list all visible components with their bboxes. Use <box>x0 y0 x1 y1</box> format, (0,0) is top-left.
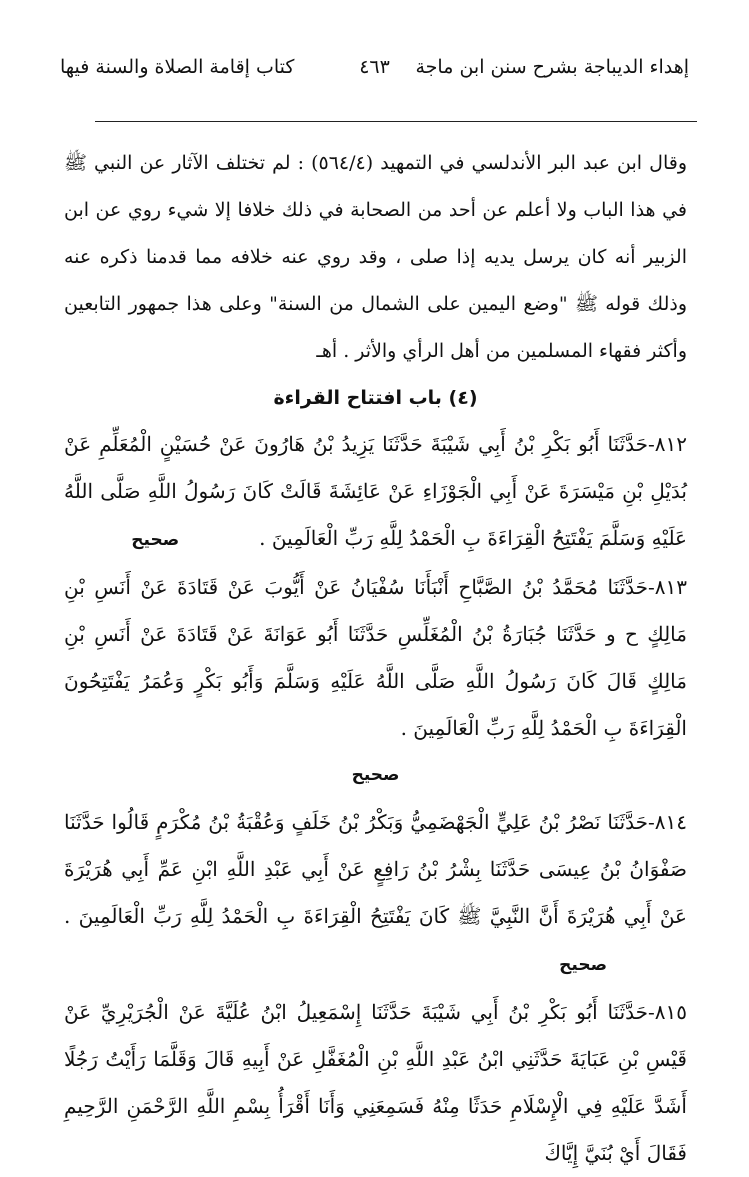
hadith-814 <box>64 799 687 989</box>
page-body <box>64 140 687 1177</box>
running-section-title: كتاب إقامة الصلاة والسنة فيها <box>60 56 295 78</box>
hadith-grade: صحيح <box>351 765 400 785</box>
intro-paragraph: وقال ابن عبد البر الأندلسي في التمهيد (٥٦٤/٤) : لم تختلف الآثار عن النبي ﷺ في هذا الباب ولا أعلم عن أحد من الصحابة في ذلك خلافا إلا شيء روي عن ابن الزبير أنه كان يرسل يديه إذا صلى ، وقد روي عنه خلافه مما قدمنا ذكره عنه وذلك قوله ﷺ "وضع اليمين على الشمال من السنة" وعلى هذا جمهور التابعين وأكثر فقهاء المسلمين من أهل الرأي والأثر . أهـ <box>64 152 687 362</box>
page-header <box>60 50 689 90</box>
header-divider <box>95 121 697 122</box>
running-book-title: إهداء الديباجة بشرح سنن ابن ماجة <box>415 56 689 78</box>
hadith-grade: صحيح <box>131 530 180 550</box>
chapter-title: (٤) باب افتتاح القراءة <box>273 387 478 409</box>
hadith-text: ٨١٥-حَدَّثَنَا أَبُو بَكْرِ بْنُ أَبِي شَيْبَةَ حَدَّثَنَا إِسْمَعِيلُ ابْنُ عُلَيَّةَ عَنْ الْجُرَيْرِيِّ عَنْ قَيْسِ بْنِ عَبَايَةَ حَدَّثَنِي ابْنُ عَبْدِ اللَّهِ بْنِ الْمُغَفَّلِ عَنْ أَبِيهِ قَالَ وَقَلَّمَا رَأَيْتُ رَجُلًا أَشَدَّ عَلَيْهِ فِي الْإِسْلَامِ حَدَثًا مِنْهُ فَسَمِعَنِي وَأَنَا أَقْرَأُ بِسْمِ اللَّهِ الرَّحْمَنِ الرَّحِيمِ فَقَالَ أَيْ بُنَيَّ إِيَّاكَ <box>64 1000 687 1165</box>
hadith-text: ٨١٢-حَدَّثَنَا أَبُو بَكْرِ بْنُ أَبِي شَيْبَةَ حَدَّثَنَا يَزِيدُ بْنُ هَارُونَ عَنْ حُسَيْنٍ الْمُعَلِّمِ عَنْ بُدَيْلِ بْنِ مَيْسَرَةَ عَنْ أَبِي الْجَوْزَاءِ عَنْ عَائِشَةَ قَالَتْ كَانَ رَسُولُ اللَّهِ صَلَّى اللَّهُ عَلَيْهِ وَسَلَّمَ يَفْتَتِحُ الْقِرَاءَةَ بِ الْحَمْدُ لِلَّهِ رَبِّ الْعَالَمِينَ . <box>64 432 687 550</box>
hadith-grade: صحيح <box>559 955 607 975</box>
hadith-812 <box>64 421 687 564</box>
hadith-813 <box>64 564 687 752</box>
hadith-text: ٨١٤-حَدَّثَنَا نَصْرُ بْنُ عَلِيٍّ الْجَهْضَمِيُّ وَبَكْرُ بْنُ خَلَفٍ وَعُقْبَةُ بْنُ مُكْرَمٍ قَالُوا حَدَّثَنَا صَفْوَانُ بْنُ عِيسَى حَدَّثَنَا بِشْرُ بْنُ رَافِعٍ عَنْ أَبِي عَبْدِ اللَّهِ ابْنِ عَمِّ أَبِي هُرَيْرَةَ عَنْ أَبِي هُرَيْرَةَ أَنَّ النَّبِيَّ ﷺ كَانَ يَفْتَتِحُ الْقِرَاءَةَ بِ الْحَمْدُ لِلَّهِ رَبِّ الْعَالَمِينَ . <box>64 810 687 928</box>
hadith-815 <box>64 989 687 1177</box>
page-number: ٤٦٣ <box>359 56 390 78</box>
hadith-text: ٨١٣-حَدَّثَنَا مُحَمَّدُ بْنُ الصَّبَّاحِ أَنْبَأَنَا سُفْيَانُ عَنْ أَيُّوبَ عَنْ قَتَادَةَ عَنْ أَنَسِ بْنِ مَالِكٍ ح و حَدَّثَنَا جُبَارَةُ بْنُ الْمُغَلِّسِ حَدَّثَنَا أَبُو عَوَانَةَ عَنْ قَتَادَةَ عَنْ أَنَسِ بْنِ مَالِكٍ قَالَ كَانَ رَسُولُ اللَّهِ صَلَّى اللَّهُ عَلَيْهِ وَسَلَّمَ وَأَبُو بَكْرٍ وَعُمَرُ يَفْتَتِحُونَ الْقِرَاءَةَ بِ الْحَمْدُ لِلَّهِ رَبِّ الْعَالَمِينَ . <box>64 575 687 740</box>
